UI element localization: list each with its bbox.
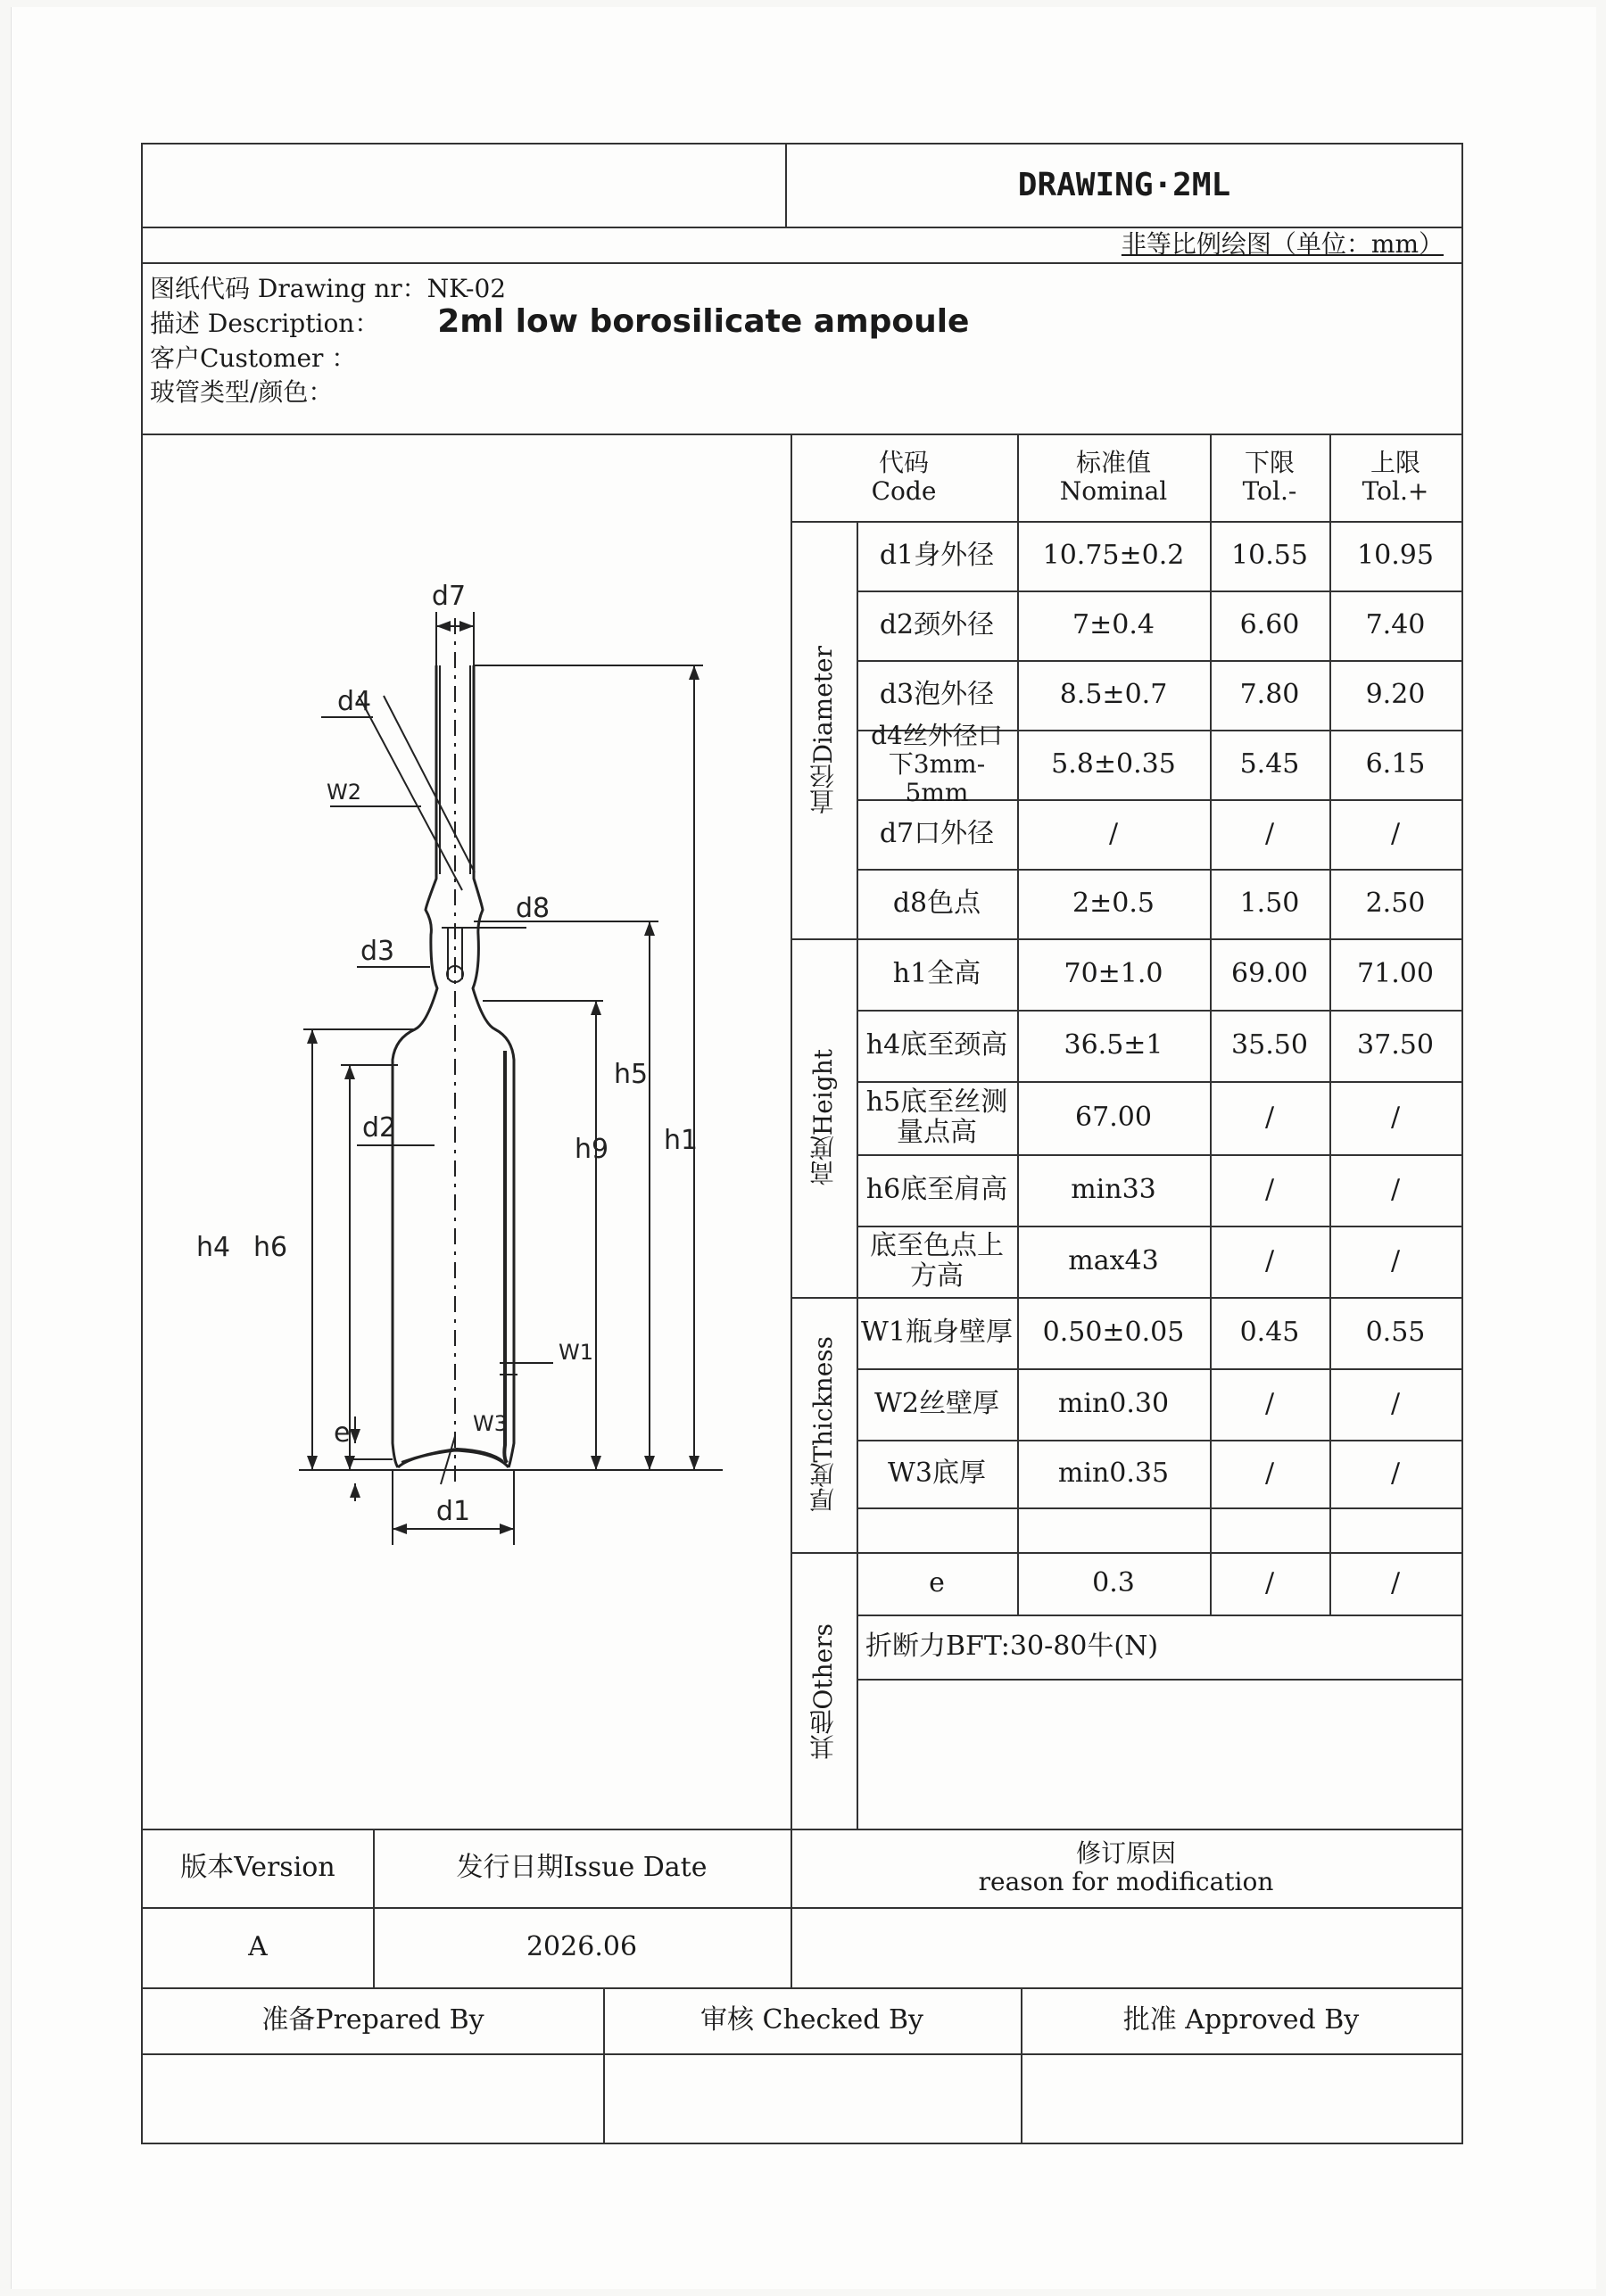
description-value: 2ml low borosilicate ampoule [437, 303, 970, 340]
nominal-h4: 36.5±1 [1064, 1028, 1163, 1061]
label-d1: d1 [435, 1496, 471, 1527]
code-h5: h5底至丝测量点高 [865, 1086, 1008, 1148]
minus-h5: / [1264, 1101, 1275, 1133]
code-w2: W2丝壁厚 [874, 1387, 999, 1419]
header-nominal: 标准值 Nominal [1059, 447, 1168, 506]
label-w2: W2 [327, 780, 361, 805]
checked-by-label: 审核 Checked By [700, 2003, 924, 2036]
ampoule-inner-right-wall [504, 1051, 507, 1463]
plus-h1: 71.00 [1357, 957, 1434, 989]
drawing-nr-label: 图纸代码 Drawing nr： [150, 274, 427, 303]
code-w3: W3底厚 [888, 1457, 986, 1489]
label-w1: W1 [559, 1340, 593, 1365]
header-tol-minus: 下限 Tol.- [1242, 447, 1297, 506]
code-e: e [929, 1566, 945, 1598]
plus-h6: / [1390, 1173, 1401, 1205]
group-others: 其他Others [807, 1623, 838, 1760]
minus-d8: 1.50 [1239, 887, 1300, 919]
plus-color-dot-height: / [1390, 1244, 1401, 1276]
code-d4: d4丝外径口下3mm-5mm [871, 720, 1003, 808]
prepared-by-label: 准备Prepared By [261, 2003, 484, 2036]
header-code: 代码 Code [871, 447, 937, 506]
reason-value [791, 1907, 1461, 1987]
group-thickness: 厚度Thickness [807, 1336, 838, 1513]
group-height: 高度Height [807, 1049, 838, 1186]
nominal-d3: 8.5±0.7 [1059, 678, 1168, 710]
label-e: e [334, 1417, 351, 1449]
code-d2: d2颈外径 [879, 608, 995, 640]
plus-w3: / [1390, 1457, 1401, 1489]
drawing-frame [141, 143, 1463, 2144]
minus-e: / [1264, 1566, 1275, 1598]
nominal-d1: 10.75±0.2 [1042, 539, 1185, 571]
description-row [150, 303, 969, 340]
nominal-e: 0.3 [1092, 1566, 1135, 1598]
nominal-h5: 67.00 [1075, 1101, 1152, 1133]
label-d2: d2 [362, 1112, 397, 1144]
code-color-dot-height: 底至色点上方高 [870, 1229, 1004, 1292]
scale-note: 非等比例绘图（单位：mm） [1121, 228, 1444, 259]
ampoule-right-outline [473, 665, 514, 1467]
spec-table [791, 434, 1461, 1830]
code-w1: W1瓶身壁厚 [861, 1316, 1013, 1348]
nominal-d2: 7±0.4 [1072, 608, 1155, 640]
label-h5: h5 [614, 1059, 649, 1090]
minus-w2: / [1264, 1387, 1275, 1419]
code-d1: d1身外径 [879, 539, 995, 571]
minus-d3: 7.80 [1239, 678, 1300, 710]
minus-w1: 0.45 [1239, 1316, 1300, 1348]
tube-type-label: 玻管类型/颜色： [150, 377, 334, 407]
nominal-h1: 70±1.0 [1064, 957, 1163, 989]
plus-d3: 9.20 [1365, 678, 1426, 710]
label-h4: h4 [196, 1232, 231, 1263]
label-h1: h1 [664, 1125, 699, 1156]
drawing-title: DRAWING·2ML [1017, 167, 1231, 204]
description-label: 描述 Description： [150, 309, 380, 338]
plus-d4: 6.15 [1365, 747, 1426, 780]
code-h4: h4底至颈高 [865, 1028, 1008, 1061]
label-h9: h9 [575, 1134, 609, 1165]
minus-h6: / [1264, 1173, 1275, 1205]
plus-h5: / [1390, 1101, 1401, 1133]
plus-d8: 2.50 [1365, 887, 1426, 919]
code-d7: d7口外径 [879, 817, 995, 849]
minus-d7: / [1264, 817, 1275, 849]
header-tol-plus: 上限 Tol.+ [1362, 447, 1429, 506]
version-label: 版本Version [180, 1851, 335, 1883]
label-d8: d8 [516, 893, 551, 924]
issue-date-value: 2026.06 [526, 1930, 638, 1962]
customer-label: 客户Customer ： [150, 343, 357, 373]
ampoule-base [398, 1450, 509, 1467]
nominal-color-dot-height: max43 [1068, 1244, 1159, 1276]
info-top-line [143, 262, 1461, 264]
plus-e: / [1390, 1566, 1401, 1598]
code-d3: d3泡外径 [879, 678, 995, 710]
code-h6: h6底至肩高 [865, 1173, 1008, 1205]
drawing-nr-value: NK-02 [426, 274, 507, 303]
minus-color-dot-height: / [1264, 1244, 1275, 1276]
minus-h1: 69.00 [1231, 957, 1308, 989]
nominal-w2: min0.30 [1057, 1387, 1170, 1419]
reason-label: 修订原因 reason for modification [978, 1838, 1274, 1896]
plus-w2: / [1390, 1387, 1401, 1419]
approved-by-label: 批准 Approved By [1122, 2003, 1360, 2036]
label-w3: W3 [473, 1411, 508, 1436]
nominal-h6: min33 [1071, 1173, 1156, 1205]
label-h6: h6 [253, 1232, 288, 1263]
version-value: A [248, 1930, 268, 1962]
label-d4: d4 [337, 686, 372, 717]
minus-w3: / [1264, 1457, 1275, 1489]
code-d8: d8色点 [892, 887, 981, 919]
plus-d1: 10.95 [1357, 539, 1434, 571]
nominal-w1: 0.50±0.05 [1042, 1316, 1185, 1348]
nominal-w3: min0.35 [1057, 1457, 1170, 1489]
minus-d4: 5.45 [1239, 747, 1300, 780]
group-diameter: 直径Diameter [807, 645, 838, 814]
drawing-nr-row [150, 269, 506, 305]
plus-d2: 7.40 [1365, 608, 1426, 640]
plus-w1: 0.55 [1365, 1316, 1426, 1348]
nominal-d7: / [1108, 817, 1119, 849]
issue-date-label: 发行日期Issue Date [456, 1851, 708, 1883]
nominal-d4: 5.8±0.35 [1051, 747, 1176, 780]
plus-h4: 37.50 [1357, 1028, 1434, 1061]
code-h1: h1全高 [892, 957, 981, 989]
minus-h4: 35.50 [1231, 1028, 1308, 1061]
label-d7: d7 [431, 581, 467, 612]
plus-d7: / [1390, 817, 1401, 849]
ampoule-drawing [143, 435, 789, 1830]
minus-d1: 10.55 [1231, 539, 1308, 571]
bft-note: 折断力BFT:30-80牛(N) [865, 1630, 1159, 1662]
label-d3: d3 [360, 936, 395, 967]
minus-d2: 6.60 [1239, 608, 1300, 640]
nominal-d8: 2±0.5 [1072, 887, 1155, 919]
